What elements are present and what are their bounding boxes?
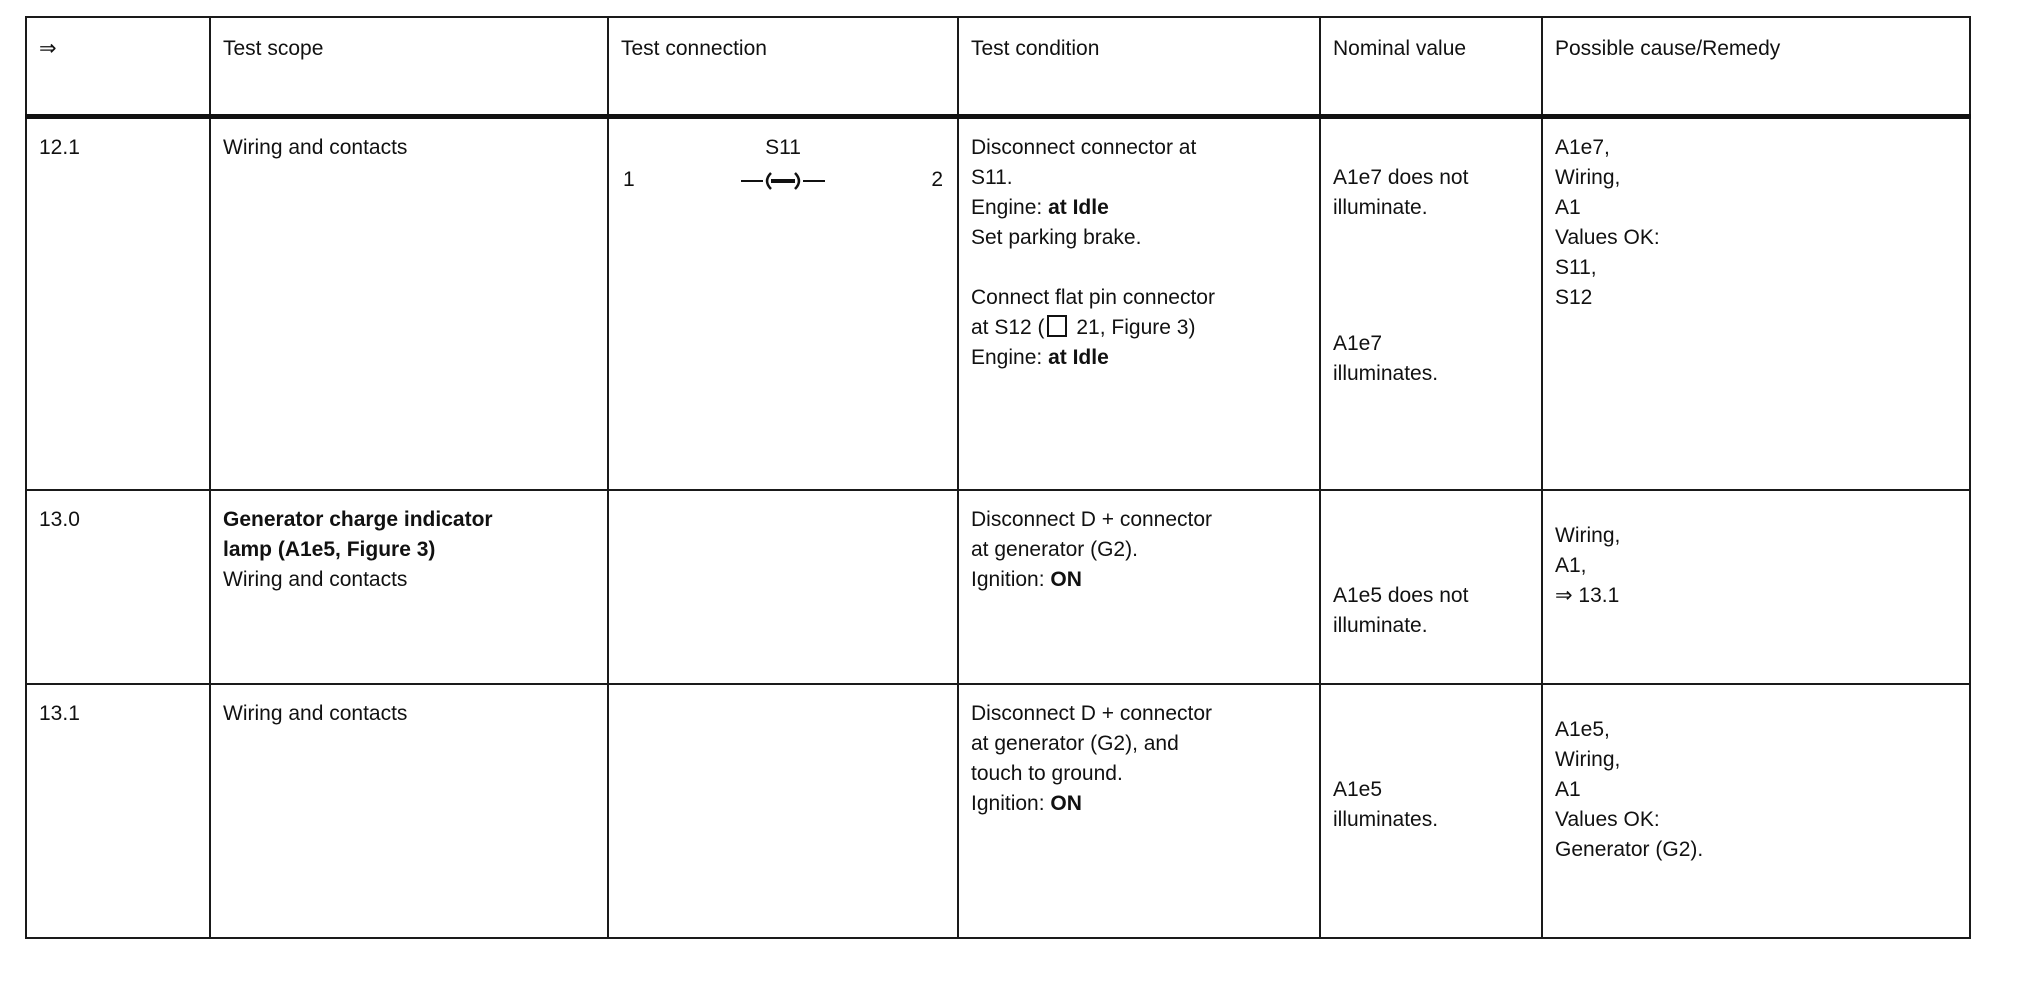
- nominal-line: illuminates.: [1333, 362, 1439, 385]
- remedy-line: Wiring,: [1555, 748, 1621, 771]
- step-number: 13.0: [26, 490, 210, 684]
- test-condition-cell: [958, 490, 1320, 684]
- condition-line: Disconnect D + connector: [971, 508, 1213, 531]
- table-row-13-0: [26, 490, 1970, 684]
- nominal-line: illuminate.: [1333, 614, 1428, 637]
- header-nominal-value: Nominal value: [1320, 17, 1542, 117]
- test-condition-cell: [958, 117, 1320, 491]
- condition-emphasis: at Idle: [1048, 346, 1109, 369]
- remedy-line: A1: [1555, 196, 1581, 219]
- scope-heading: lamp (A1e5, Figure 3): [223, 538, 436, 561]
- nominal-line: A1e5: [1333, 778, 1383, 801]
- condition-line: [971, 565, 1307, 595]
- nominal-line: A1e7 does not: [1333, 166, 1469, 189]
- remedy-line: Generator (G2).: [1555, 838, 1704, 861]
- condition-prefix: Engine:: [971, 196, 1049, 219]
- nominal-value-cell: [1320, 117, 1542, 491]
- test-condition-cell: [958, 684, 1320, 938]
- condition-line: S11.: [971, 166, 1013, 189]
- possible-cause-cell: [1542, 490, 1970, 684]
- scope-text: Wiring and contacts: [223, 568, 408, 591]
- remedy-line: Values OK:: [1555, 226, 1660, 249]
- test-scope-cell: [210, 684, 608, 938]
- test-connection-cell: [608, 684, 958, 938]
- condition-emphasis: ON: [1050, 792, 1082, 815]
- test-connection-cell: [608, 117, 958, 491]
- nominal-line: A1e5 does not: [1333, 584, 1469, 607]
- table-row-13-1: [26, 684, 1970, 938]
- header-arrow: ⇒: [26, 17, 210, 117]
- condition-line: [971, 789, 1307, 819]
- test-table: [25, 16, 1971, 939]
- condition-prefix: Engine:: [971, 346, 1049, 369]
- header-possible-cause: Possible cause/Remedy: [1542, 17, 1970, 117]
- step-number: 12.1: [26, 117, 210, 491]
- condition-prefix: Ignition:: [971, 792, 1051, 815]
- step-number: 13.1: [26, 684, 210, 938]
- connector-label: S11: [765, 136, 801, 159]
- test-connection-cell: [608, 490, 958, 684]
- remedy-line: ⇒ 13.1: [1555, 584, 1620, 607]
- connector-pin-left: 1: [623, 168, 635, 191]
- remedy-line: S12: [1555, 286, 1593, 309]
- condition-line: [971, 313, 1307, 343]
- reference-box-icon: [1047, 315, 1067, 337]
- remedy-line: A1: [1555, 778, 1581, 801]
- remedy-line: Wiring,: [1555, 166, 1621, 189]
- condition-emphasis: at Idle: [1048, 196, 1109, 219]
- header-test-connection: Test connection: [608, 17, 958, 117]
- connector-symbol-icon: [733, 169, 833, 193]
- connector-pin-right: 2: [931, 168, 943, 191]
- nominal-line: A1e7: [1333, 332, 1383, 355]
- condition-prefix: Ignition:: [971, 568, 1051, 591]
- condition-line: [971, 343, 1307, 373]
- condition-line: [971, 193, 1307, 223]
- remedy-line: Wiring,: [1555, 524, 1621, 547]
- test-scope-cell: [210, 117, 608, 491]
- scope-text: Wiring and contacts: [223, 136, 408, 159]
- header-test-scope: Test scope: [210, 17, 608, 117]
- remedy-line: A1e7,: [1555, 136, 1610, 159]
- remedy-line: A1e5,: [1555, 718, 1610, 741]
- possible-cause-cell: [1542, 117, 1970, 491]
- header-row: [26, 17, 1970, 117]
- condition-suffix: 21, Figure 3): [1070, 316, 1196, 339]
- condition-line: at generator (G2), and: [971, 732, 1179, 755]
- condition-line: touch to ground.: [971, 762, 1123, 785]
- nominal-line: illuminate.: [1333, 196, 1428, 219]
- nominal-value-cell: [1320, 684, 1542, 938]
- condition-line: Set parking brake.: [971, 226, 1142, 249]
- header-test-condition: Test condition: [958, 17, 1320, 117]
- scope-heading: Generator charge indicator: [223, 508, 493, 531]
- table-row-12-1: [26, 117, 1970, 491]
- connector-diagram: [621, 133, 945, 197]
- condition-line: at generator (G2).: [971, 538, 1138, 561]
- condition-line: Connect flat pin connector: [971, 286, 1215, 309]
- condition-emphasis: ON: [1050, 568, 1082, 591]
- remedy-line: S11,: [1555, 256, 1597, 279]
- possible-cause-cell: [1542, 684, 1970, 938]
- condition-line: Disconnect D + connector: [971, 702, 1213, 725]
- remedy-line: Values OK:: [1555, 808, 1660, 831]
- test-scope-cell: [210, 490, 608, 684]
- condition-line: Disconnect connector at: [971, 136, 1197, 159]
- remedy-line: A1,: [1555, 554, 1587, 577]
- scope-text: Wiring and contacts: [223, 702, 408, 725]
- nominal-line: illuminates.: [1333, 808, 1439, 831]
- nominal-value-cell: [1320, 490, 1542, 684]
- condition-prefix: at S12 (: [971, 316, 1045, 339]
